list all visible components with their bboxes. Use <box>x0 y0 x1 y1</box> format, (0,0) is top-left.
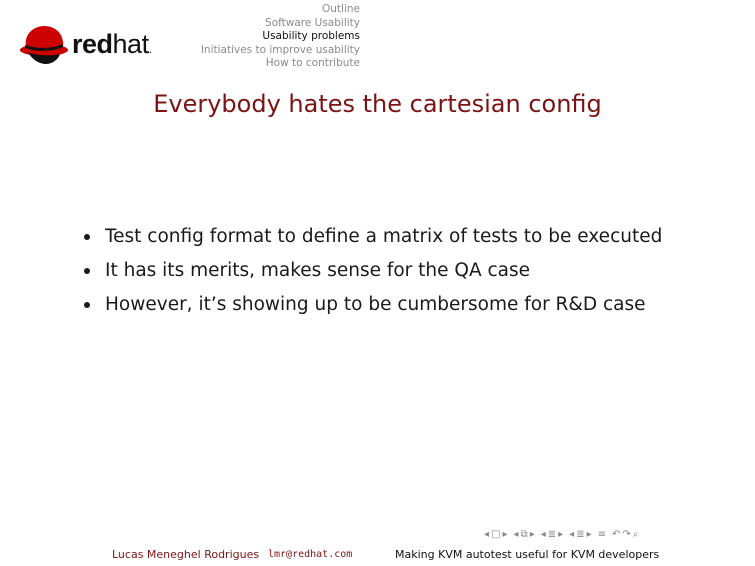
bullet-item <box>82 222 662 256</box>
nav-item-software-usability[interactable]: Software Usability <box>265 16 360 29</box>
bullet-list <box>82 222 662 324</box>
bullet-text: However, it’s showing up to be cumbersome for R&D case <box>105 294 646 315</box>
bullet-text: Test config format to define a matrix of tests to be executed <box>105 226 663 247</box>
footer <box>0 548 755 564</box>
nav-left-icon[interactable]: ◂ <box>569 529 575 540</box>
beamer-navigation-symbols <box>484 528 638 542</box>
search-icon[interactable]: ⌕ <box>632 529 639 540</box>
nav-left-icon[interactable]: ◂ <box>540 529 546 540</box>
footer-talk-title: Making KVM autotest useful for KVM developers <box>395 548 660 561</box>
nav-right-icon[interactable]: ▸ <box>558 529 564 540</box>
subsection-icon[interactable]: ⧉ <box>520 529 528 540</box>
nav-item-usability-problems[interactable]: Usability problems <box>262 30 360 42</box>
redo-icon[interactable]: ↷ <box>622 529 631 540</box>
logo-wordmark: redhat. <box>72 29 152 59</box>
slide-title: Everybody hates the cartesian config <box>153 90 602 118</box>
nav-right-icon[interactable]: ▸ <box>502 529 508 540</box>
frame-icon[interactable]: □ <box>491 529 501 540</box>
nav-right-icon[interactable]: ▸ <box>586 529 592 540</box>
toc-icon[interactable]: ≣ <box>576 529 585 540</box>
shadowman-icon <box>18 22 70 66</box>
bullet-icon <box>84 268 90 274</box>
bullet-item <box>82 290 662 324</box>
footer-author: Lucas Meneghel Rodrigues <box>112 548 260 561</box>
section-icon[interactable]: ≣ <box>547 529 557 540</box>
nav-right-icon[interactable]: ▸ <box>529 529 535 540</box>
bullet-icon <box>84 234 90 240</box>
bullet-icon <box>84 302 90 308</box>
undo-icon[interactable]: ↶ <box>612 529 621 540</box>
nav-item-outline[interactable]: Outline <box>322 3 360 15</box>
appendix-icon[interactable]: ≡ <box>597 529 607 540</box>
footer-email: lmr@redhat.com <box>268 549 353 560</box>
bullet-item <box>82 256 662 290</box>
section-navigation <box>201 3 360 71</box>
nav-left-icon[interactable]: ◂ <box>513 529 519 540</box>
nav-item-initiatives[interactable]: Initiatives to improve usability <box>200 43 360 56</box>
nav-left-icon[interactable]: ◂ <box>484 529 490 540</box>
nav-item-how-to-contribute[interactable]: How to contribute <box>265 57 360 69</box>
bullet-text: It has its merits, makes sense for the QA case <box>105 260 531 281</box>
redhat-logo <box>18 22 168 66</box>
